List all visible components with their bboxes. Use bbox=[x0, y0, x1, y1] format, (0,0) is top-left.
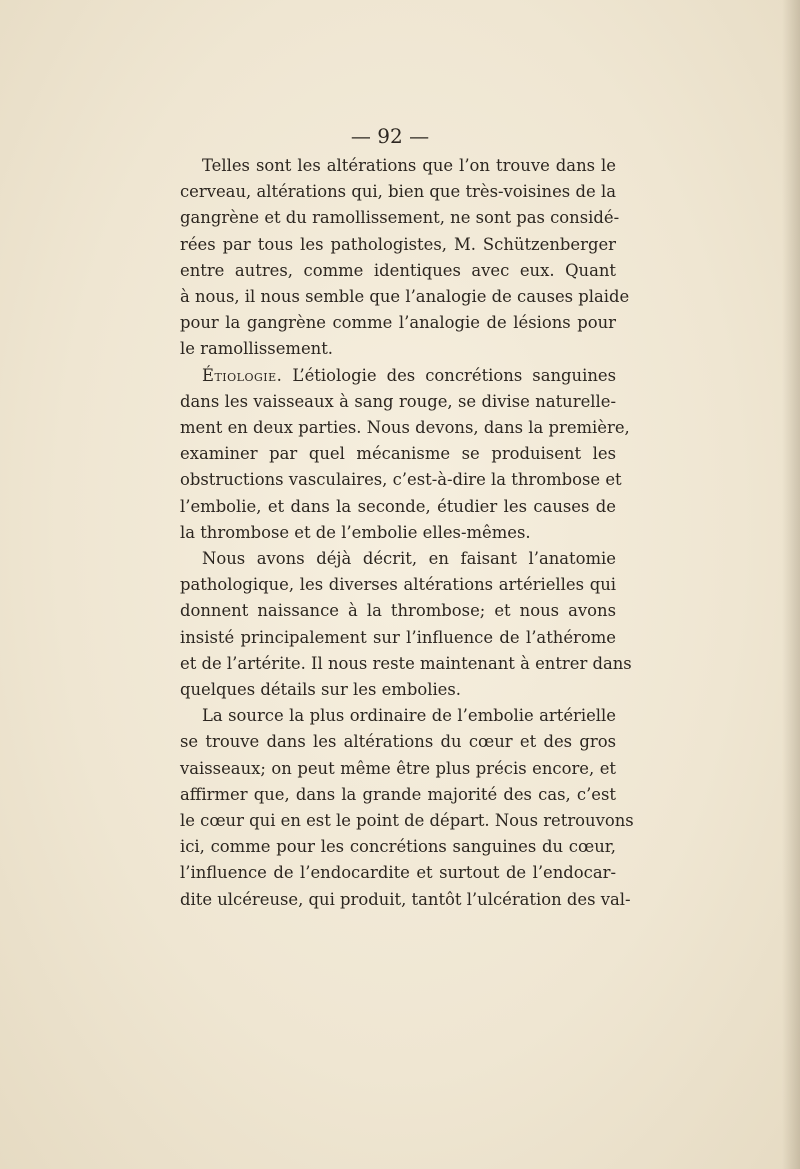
text-line bbox=[180, 703, 616, 729]
text-line-content: donnent naissance à la thrombose; et nous avons bbox=[180, 601, 616, 621]
text-line-content: examiner par quel mécanisme se produisent les bbox=[180, 444, 616, 464]
text-line-content: vaisseaux; on peut même être plus précis encore, et bbox=[180, 758, 616, 778]
text-line bbox=[180, 153, 616, 179]
body-text bbox=[180, 153, 634, 913]
text-line bbox=[180, 336, 616, 362]
text-line-content: pathologique, les diverses altérations artérielles qui bbox=[180, 575, 616, 595]
text-line bbox=[180, 677, 616, 703]
text-line-content: Telles sont les altérations que l’on trouve dans le bbox=[202, 156, 616, 175]
text-line-content: à nous, il nous semble que l’analogie de causes plaide bbox=[180, 287, 630, 307]
text-line-content: la thrombose et de l’embolie elles-mêmes. bbox=[180, 522, 531, 542]
text-line bbox=[180, 441, 616, 467]
page-number: — 92 — bbox=[350, 124, 430, 148]
text-line-content: gangrène et du ramollissement, ne sont pas considé- bbox=[180, 208, 620, 228]
text-line bbox=[180, 284, 630, 310]
text-line bbox=[180, 572, 616, 598]
text-line bbox=[180, 834, 616, 860]
text-line bbox=[180, 205, 620, 231]
text-line-content: dans les vaisseaux à sang rouge, se divise naturelle- bbox=[180, 391, 616, 411]
text-line bbox=[180, 179, 616, 205]
text-line-content: Nous avons déjà décrit, en faisant l’anatomie bbox=[202, 549, 616, 569]
text-line-content: le ramollissement. bbox=[180, 339, 334, 359]
text-line-content: cerveau, altérations qui, bien que très-voisines de la bbox=[180, 182, 616, 202]
text-line-content: dite ulcéreuse, qui produit, tantôt l’ulcération des val- bbox=[180, 889, 631, 909]
text-line bbox=[180, 232, 616, 258]
text-line-content: ment en deux parties. Nous devons, dans la première, bbox=[180, 418, 630, 438]
text-line bbox=[180, 729, 616, 755]
text-line-content: quelques détails sur les embolies. bbox=[180, 680, 462, 700]
text-line bbox=[180, 494, 616, 520]
text-line-content: insisté principalement sur l’influence de l’athérome bbox=[180, 627, 616, 647]
text-line bbox=[180, 389, 616, 415]
text-line-content: obstructions vasculaires, c’est-à-dire la thrombose et bbox=[180, 470, 622, 490]
text-line bbox=[180, 782, 616, 808]
page-edge-shadow bbox=[782, 0, 800, 1169]
text-line-content: La source la plus ordinaire de l’embolie artérielle bbox=[202, 706, 616, 726]
text-line-content: L’étiologie des concrétions sanguines bbox=[282, 365, 616, 385]
text-line-content: entre autres, comme identiques avec eux. Quant bbox=[180, 260, 616, 280]
text-line bbox=[180, 415, 630, 441]
text-line bbox=[180, 625, 616, 651]
text-line bbox=[180, 756, 616, 782]
text-line bbox=[180, 546, 616, 572]
text-line-content: rées par tous les pathologistes, M. Schützenberger bbox=[180, 234, 616, 254]
text-line bbox=[180, 808, 634, 834]
text-line-content: le cœur qui en est le point de départ. Nous retrouvons bbox=[180, 811, 634, 831]
text-line-content: se trouve dans les altérations du cœur et des gros bbox=[180, 732, 616, 752]
text-line bbox=[180, 651, 632, 677]
text-line-content: et de l’artérite. Il nous reste maintenant à entrer dans bbox=[180, 653, 632, 673]
section-heading: Étiologie. bbox=[202, 365, 283, 385]
text-line-content: l’embolie, et dans la seconde, étudier les causes de bbox=[180, 496, 616, 516]
text-line bbox=[180, 887, 631, 913]
text-line-content: pour la gangrène comme l’analogie de lésions pour bbox=[180, 313, 616, 333]
text-line-content: ici, comme pour les concrétions sanguines du cœur, bbox=[180, 837, 616, 857]
text-line-content: l’influence de l’endocardite et surtout de l’endocar- bbox=[180, 863, 616, 883]
text-line bbox=[180, 363, 616, 389]
text-line bbox=[180, 520, 616, 546]
text-line-content: affirmer que, dans la grande majorité des cas, c’est bbox=[180, 784, 616, 804]
text-line bbox=[180, 598, 616, 624]
text-line bbox=[180, 860, 616, 886]
text-line bbox=[180, 310, 616, 336]
text-line bbox=[180, 258, 616, 284]
text-line bbox=[180, 467, 622, 493]
